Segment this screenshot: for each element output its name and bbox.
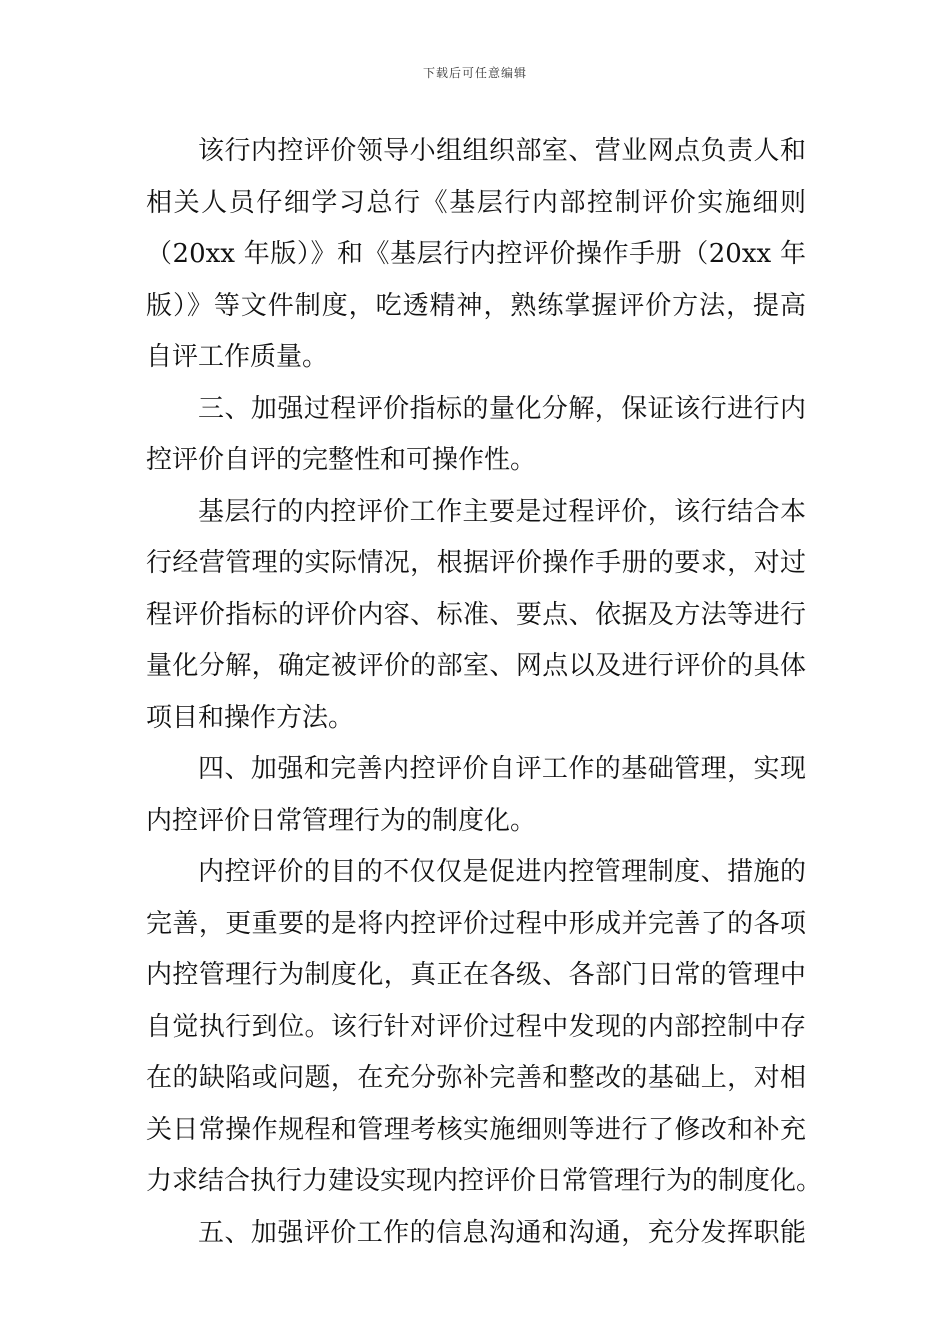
paragraph-line: 该行内控评价领导小组组织部室、营业网点负责人和 <box>198 136 806 166</box>
paragraph-line: 自觉执行到位。该行针对评价过程中发现的内部控制中存 <box>146 1011 806 1042</box>
paragraph-line: 基层行的内控评价工作主要是过程评价，该行结合本 <box>198 496 806 527</box>
section-heading-line: 四、加强和完善内控评价自评工作的基础管理，实现 <box>198 754 806 784</box>
paragraph-line: 内控评价的目的不仅仅是促进内控管理制度、措施的 <box>198 857 806 887</box>
paragraph-line: 版）》等文件制度，吃透精神，熟练掌握评价方法，提高 <box>146 290 806 321</box>
paragraph-line: 力求结合执行力建设实现内控评价日常管理行为的制度化。 <box>146 1166 823 1196</box>
paragraph-line: 项目和操作方法。 <box>146 702 355 733</box>
paragraph-line: 完善，更重要的是将内控评价过程中形成并完善了的各项 <box>146 908 806 939</box>
document-body <box>146 126 823 1259</box>
section-heading-line: 三、加强过程评价指标的量化分解，保证该行进行内 <box>198 393 806 424</box>
paragraph-line: 自评工作质量。 <box>146 342 329 372</box>
paragraph-line: （20xx 年版）》和《基层行内控评价操作手册（20xx 年 <box>146 239 806 269</box>
header-note: 下载后可任意编辑 <box>422 66 527 80</box>
paragraph-line: 行经营管理的实际情况，根据评价操作手册的要求，对过 <box>146 548 806 578</box>
section-heading-line: 内控评价日常管理行为的制度化。 <box>146 805 537 836</box>
paragraph-line: 在的缺陷或问题，在充分弥补完善和整改的基础上，对相 <box>146 1063 806 1093</box>
paragraph-line: 内控管理行为制度化，真正在各级、各部门日常的管理中 <box>146 960 806 990</box>
paragraph-line: 关日常操作规程和管理考核实施细则等进行了修改和补充 <box>146 1114 806 1145</box>
paragraph-line: 程评价指标的评价内容、标准、要点、依据及方法等进行 <box>146 599 806 630</box>
section-heading-line: 五、加强评价工作的信息沟通和沟通，充分发挥职能 <box>198 1217 806 1248</box>
section-heading-line: 控评价自评的完整性和可操作性。 <box>146 445 537 475</box>
paragraph-line: 相关人员仔细学习总行《基层行内部控制评价实施细则 <box>146 187 806 218</box>
paragraph-line: 量化分解，确定被评价的部室、网点以及进行评价的具体 <box>146 651 806 681</box>
